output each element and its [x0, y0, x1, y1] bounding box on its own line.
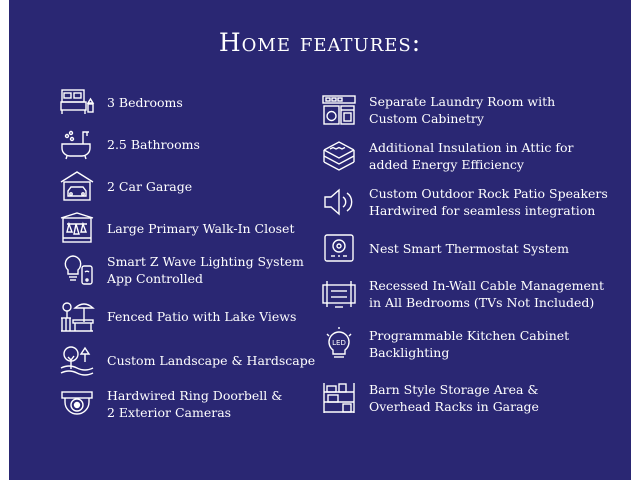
camera-icon — [57, 384, 97, 424]
feature-text: Custom Outdoor Rock Patio Speakers Hardwired for seamless integration — [369, 186, 608, 218]
feature-item — [57, 340, 315, 380]
feature-item — [57, 384, 282, 424]
bed-icon — [57, 82, 97, 122]
feature-text: Hardwired Ring Doorbell & 2 Exterior Cameras — [107, 388, 283, 420]
feature-text: Recessed In-Wall Cable Management in All Bedrooms (TVs Not Included) — [369, 278, 604, 310]
patio-icon — [57, 296, 97, 336]
garage-icon — [57, 166, 97, 206]
feature-item — [57, 166, 192, 206]
feature-text: 2.5 Bathrooms — [107, 136, 200, 152]
features-panel — [9, 0, 631, 480]
feature-text: Large Primary Walk-In Closet — [107, 220, 295, 236]
feature-text: Separate Laundry Room with Custom Cabinetry — [369, 94, 556, 126]
feature-item — [319, 274, 604, 314]
page-title: Home features: — [218, 28, 422, 57]
feature-item — [57, 296, 296, 336]
storage-rack-icon — [319, 378, 359, 418]
tv-mount-icon — [319, 274, 359, 314]
feature-text: Barn Style Storage Area & Overhead Racks in Garage — [369, 382, 539, 414]
laundry-icon — [319, 90, 359, 130]
feature-text: Nest Smart Thermostat System — [369, 240, 569, 256]
feature-item — [319, 378, 539, 418]
feature-text: Fenced Patio with Lake Views — [107, 308, 297, 324]
feature-text: Smart Z Wave Lighting System App Controlled — [107, 254, 304, 286]
led-icon — [319, 324, 359, 364]
feature-item — [57, 82, 183, 122]
speaker-icon — [319, 182, 359, 222]
feature-item — [319, 182, 608, 222]
bathtub-icon — [57, 124, 97, 164]
landscape-icon — [57, 340, 97, 380]
feature-item — [319, 136, 574, 176]
feature-item — [319, 90, 555, 130]
feature-item — [319, 228, 569, 268]
feature-text: 2 Car Garage — [107, 178, 193, 194]
led-badge: LED — [332, 339, 346, 347]
thermostat-icon — [319, 228, 359, 268]
feature-text: 3 Bedrooms — [107, 94, 183, 110]
feature-text: Custom Landscape & Hardscape — [107, 352, 316, 368]
feature-item — [57, 208, 294, 248]
closet-icon — [57, 208, 97, 248]
feature-item — [319, 324, 569, 364]
smart-bulb-icon — [57, 250, 97, 290]
feature-item — [57, 250, 304, 290]
insulation-icon — [319, 136, 359, 176]
feature-text: Programmable Kitchen Cabinet Backlighting — [369, 328, 570, 360]
feature-item — [57, 124, 200, 164]
feature-text: Additional Insulation in Attic for added Energy Efficiency — [369, 140, 574, 172]
